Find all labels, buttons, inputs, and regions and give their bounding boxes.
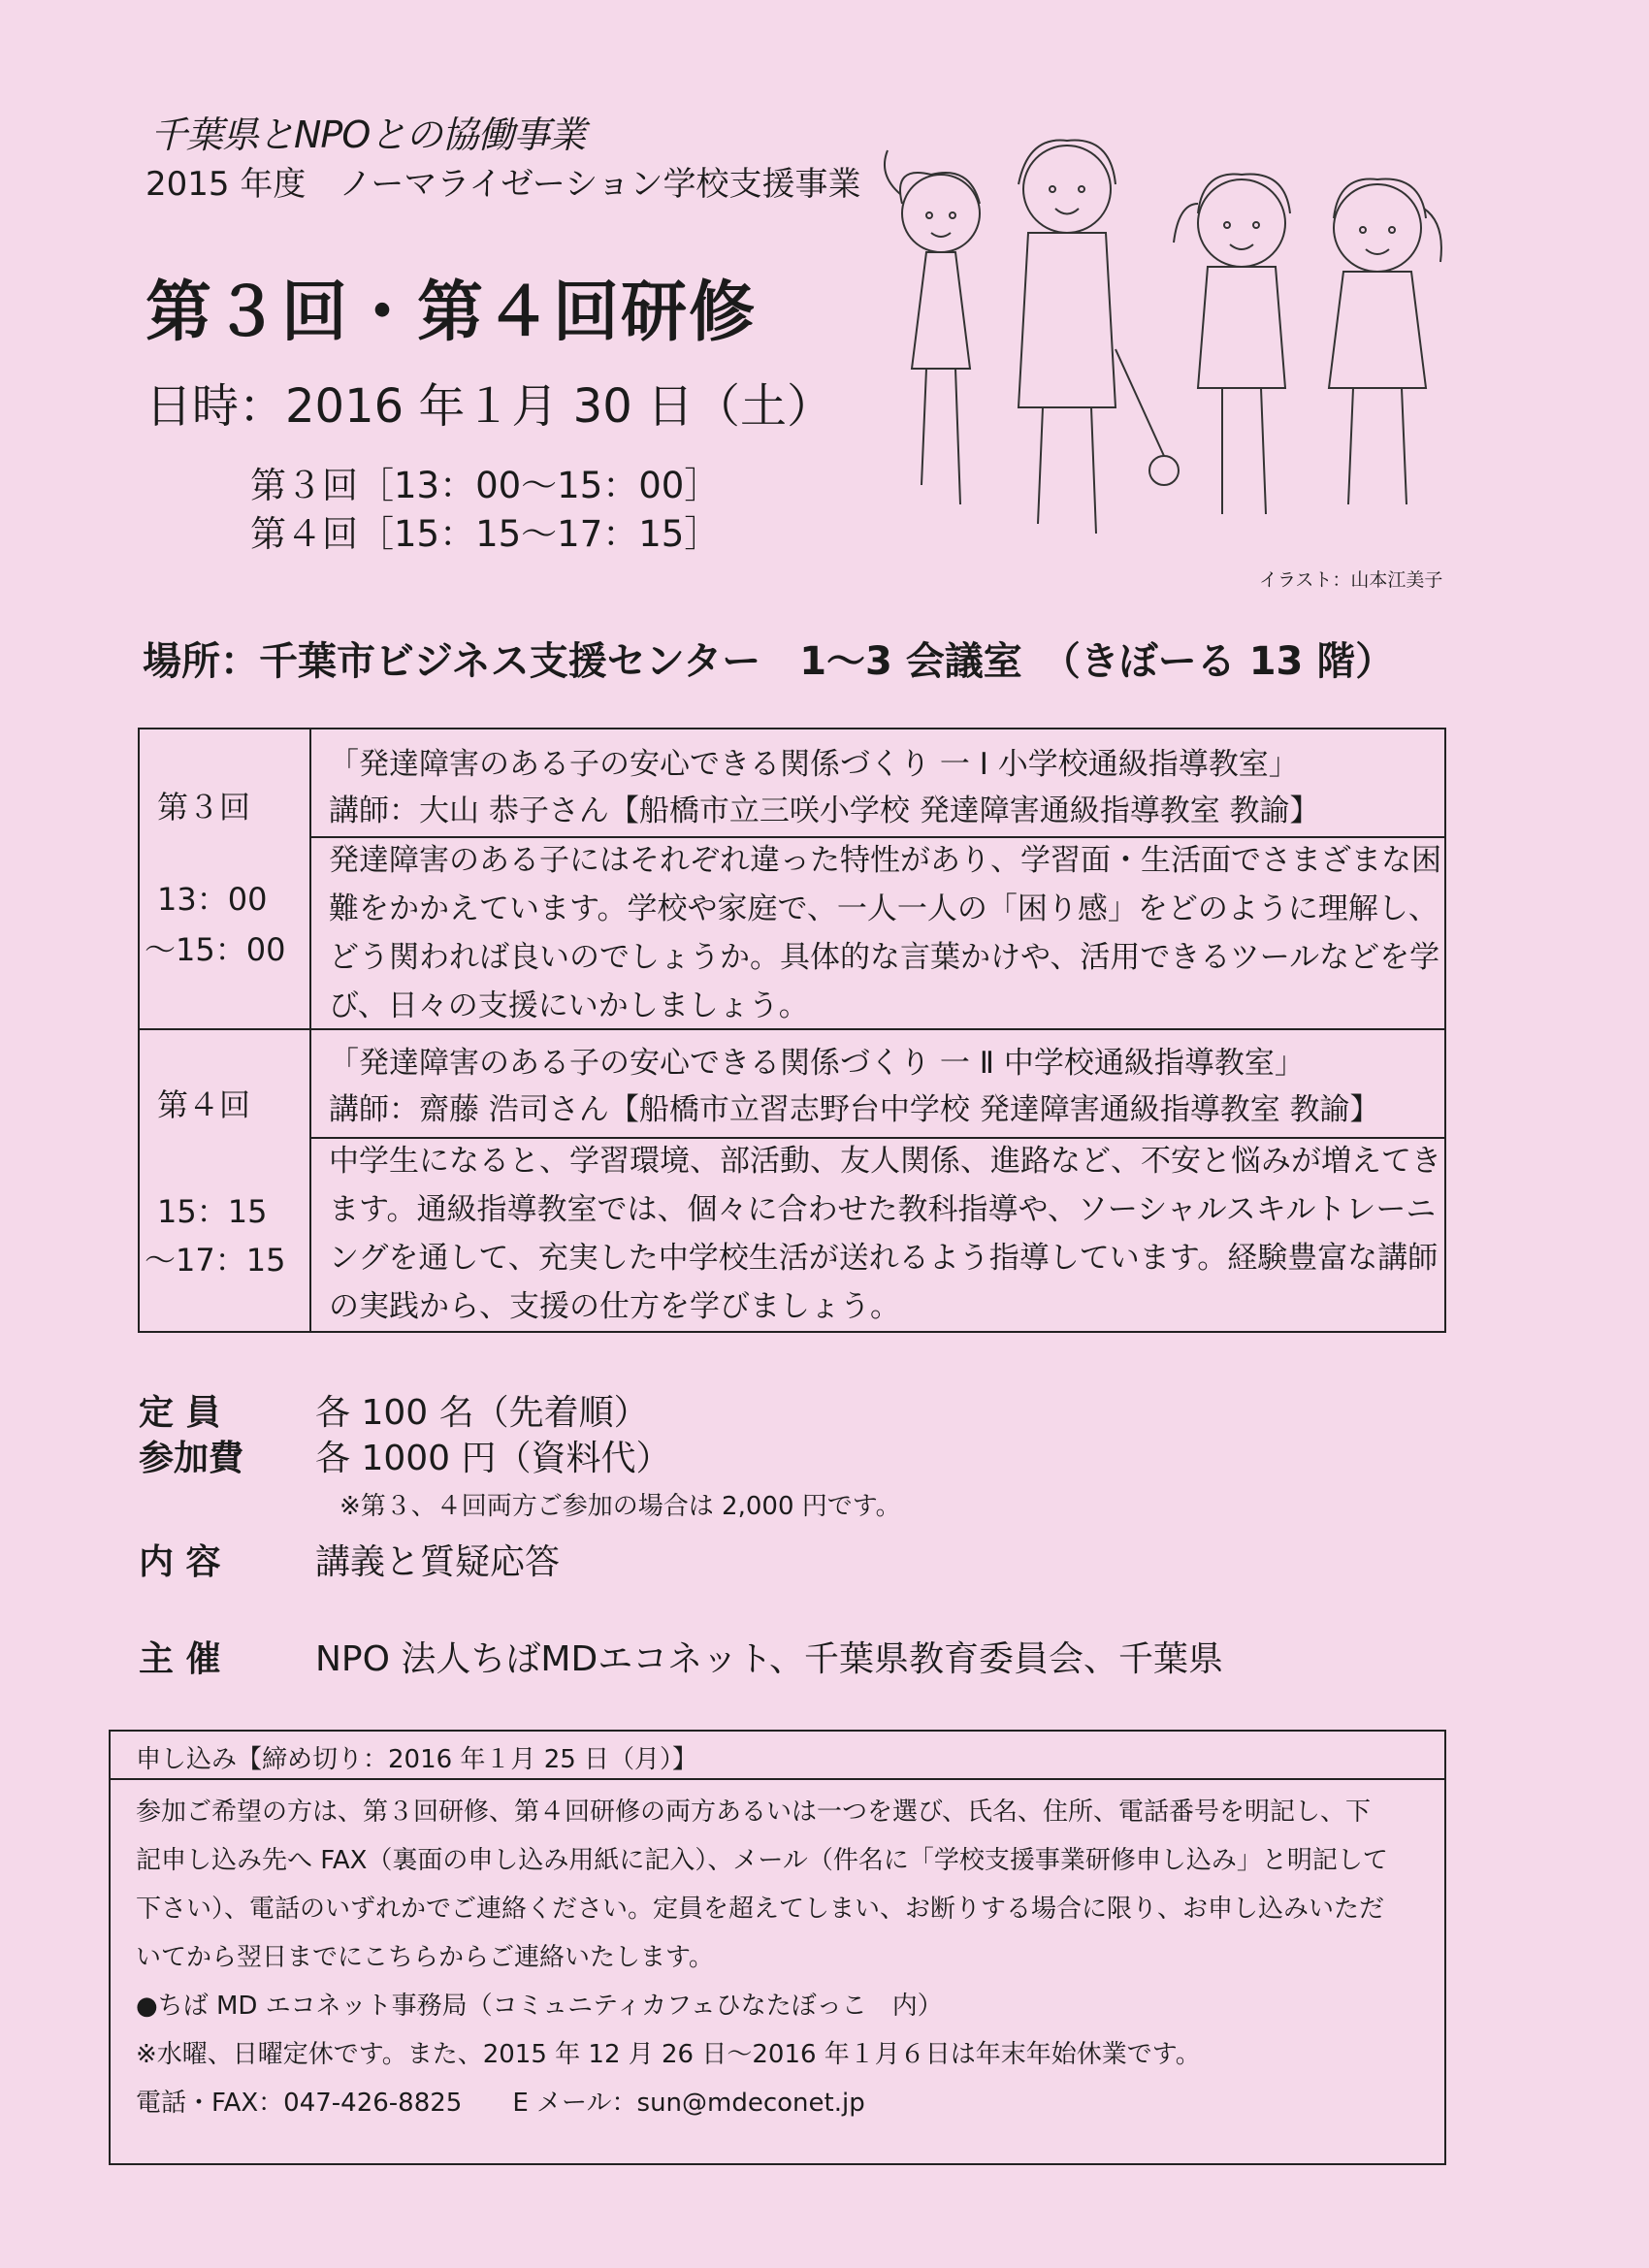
fee-note: ※第３、４回両方ご参加の場合は 2,000 円です。	[340, 1492, 901, 1521]
host-value: NPO 法人ちばMDエコネット、千葉県教育委員会、千葉県	[315, 1639, 1223, 1679]
content-label: 内 容	[139, 1542, 221, 1582]
application-divider	[111, 1778, 1444, 1780]
description-line: の実践から、支援の仕方を学びましょう。	[329, 1289, 900, 1324]
capacity-label: 定 員	[139, 1393, 221, 1433]
session3-time: 第３回［13：00～15：00］	[250, 465, 721, 506]
session4-time-start: 15：15	[157, 1193, 268, 1230]
session4-time-end: ～17：15	[145, 1242, 286, 1279]
page-title: 第３回・第４回研修	[146, 275, 758, 351]
session4-lecturer: 講師：齋藤 浩司さん【船橋市立習志野台中学校 発達障害通級指導教室 教諭】	[329, 1092, 1380, 1127]
fee-label: 参加費	[139, 1439, 244, 1478]
session3-lecturer: 講師：大山 恭子さん【船橋市立三咲小学校 発達障害通級指導教室 教諭】	[329, 794, 1320, 828]
session3-title: 「発達障害のある子の安心できる関係づくり 一 Ⅰ 小学校通級指導教室」	[329, 747, 1299, 782]
holiday-note: ※水曜、日曜定休です。また、2015 年 12 月 26 日～2016 年１月６日は年末年始休業です。	[136, 2040, 1201, 2069]
child-figure-2	[1018, 141, 1179, 534]
description-line: ます。通級指導教室では、個々に合わせた教科指導や、ソーシャルスキルトレーニ	[329, 1192, 1437, 1227]
description-line: どう関われば良いのでしょうか。具体的な言葉かけや、活用できるツールなどを学	[329, 940, 1440, 975]
application-text-line: 下さい）、電話のいずれかでご連絡ください。定員を超えてしまい、お断りする場合に限り、お申し込みいただ	[136, 1895, 1385, 1924]
child-figure-3	[1174, 175, 1290, 515]
session3-description	[329, 836, 1441, 1030]
illustration-credit: イラスト：山本江美子	[1259, 569, 1443, 591]
table-divider	[309, 729, 311, 1331]
session4-description	[329, 1137, 1441, 1331]
application-text-line: 記申し込み先へ FAX（裏面の申し込み用紙に記入）、メール（件名に「学校支援事業研修申し込み」と明記して	[136, 1846, 1388, 1875]
schedule-table	[138, 728, 1446, 1333]
organization-subtitle: 千葉県とNPOとの協働事業	[150, 113, 586, 156]
contact-info: 電話・FAX：047-426-8825 E メール：sun@mdeconet.jp	[136, 2089, 865, 2118]
content-value: 講義と質疑応答	[315, 1542, 561, 1582]
description-line: 中学生になると、学習環境、部活動、友人関係、進路など、不安と悩みが増えてき	[329, 1144, 1441, 1179]
capacity-value: 各 100 名（先着順）	[315, 1393, 649, 1433]
office-name: ●ちば MD エコネット事務局（コミュニティカフェひなたぼっこ 内）	[136, 1992, 943, 2021]
child-figure-1	[885, 150, 980, 504]
description-line: ングを通して、充実した中学校生活が送れるよう指導しています。経験豊富な講師	[329, 1241, 1439, 1276]
application-box	[109, 1730, 1446, 2165]
event-date: 日時：2016 年１月 30 日（土）	[146, 379, 834, 434]
session4-title: 「発達障害のある子の安心できる関係づくり 一 Ⅱ 中学校通級指導教室」	[329, 1046, 1305, 1081]
application-heading: 申し込み【締め切り：2016 年１月 25 日（月）】	[136, 1745, 698, 1774]
child-figure-4	[1329, 179, 1441, 505]
fee-value: 各 1000 円（資料代）	[315, 1439, 671, 1478]
children-illustration	[873, 136, 1455, 543]
session3-time-end: ～15：00	[145, 931, 286, 968]
venue: 場所：千葉市ビジネス支援センター 1～3 会議室 （きぼーる 13 階）	[143, 639, 1395, 684]
session3-label: 第３回	[157, 789, 251, 826]
description-line: び、日々の支援にいかしましょう。	[329, 988, 809, 1023]
session3-time-start: 13：00	[157, 881, 268, 918]
description-line: 難をかかえています。学校や家庭で、一人一人の「困り感」をどのように理解し、	[329, 891, 1439, 926]
application-text-line: 参加ご希望の方は、第３回研修、第４回研修の両方あるいは一つを選び、氏名、住所、電話番号を明記し、下	[136, 1798, 1371, 1827]
host-label: 主 催	[139, 1639, 221, 1679]
application-text-line: いてから翌日までにこちらからご連絡いたします。	[136, 1943, 714, 1972]
session4-time: 第４回［15：15～17：15］	[250, 513, 721, 555]
description-line: 発達障害のある子にはそれぞれ違った特性があり、学習面・生活面でさまざまな困	[329, 843, 1441, 878]
project-subtitle: 2015 年度 ノーマライゼーション学校支援事業	[146, 165, 861, 204]
session4-label: 第４回	[157, 1086, 251, 1123]
